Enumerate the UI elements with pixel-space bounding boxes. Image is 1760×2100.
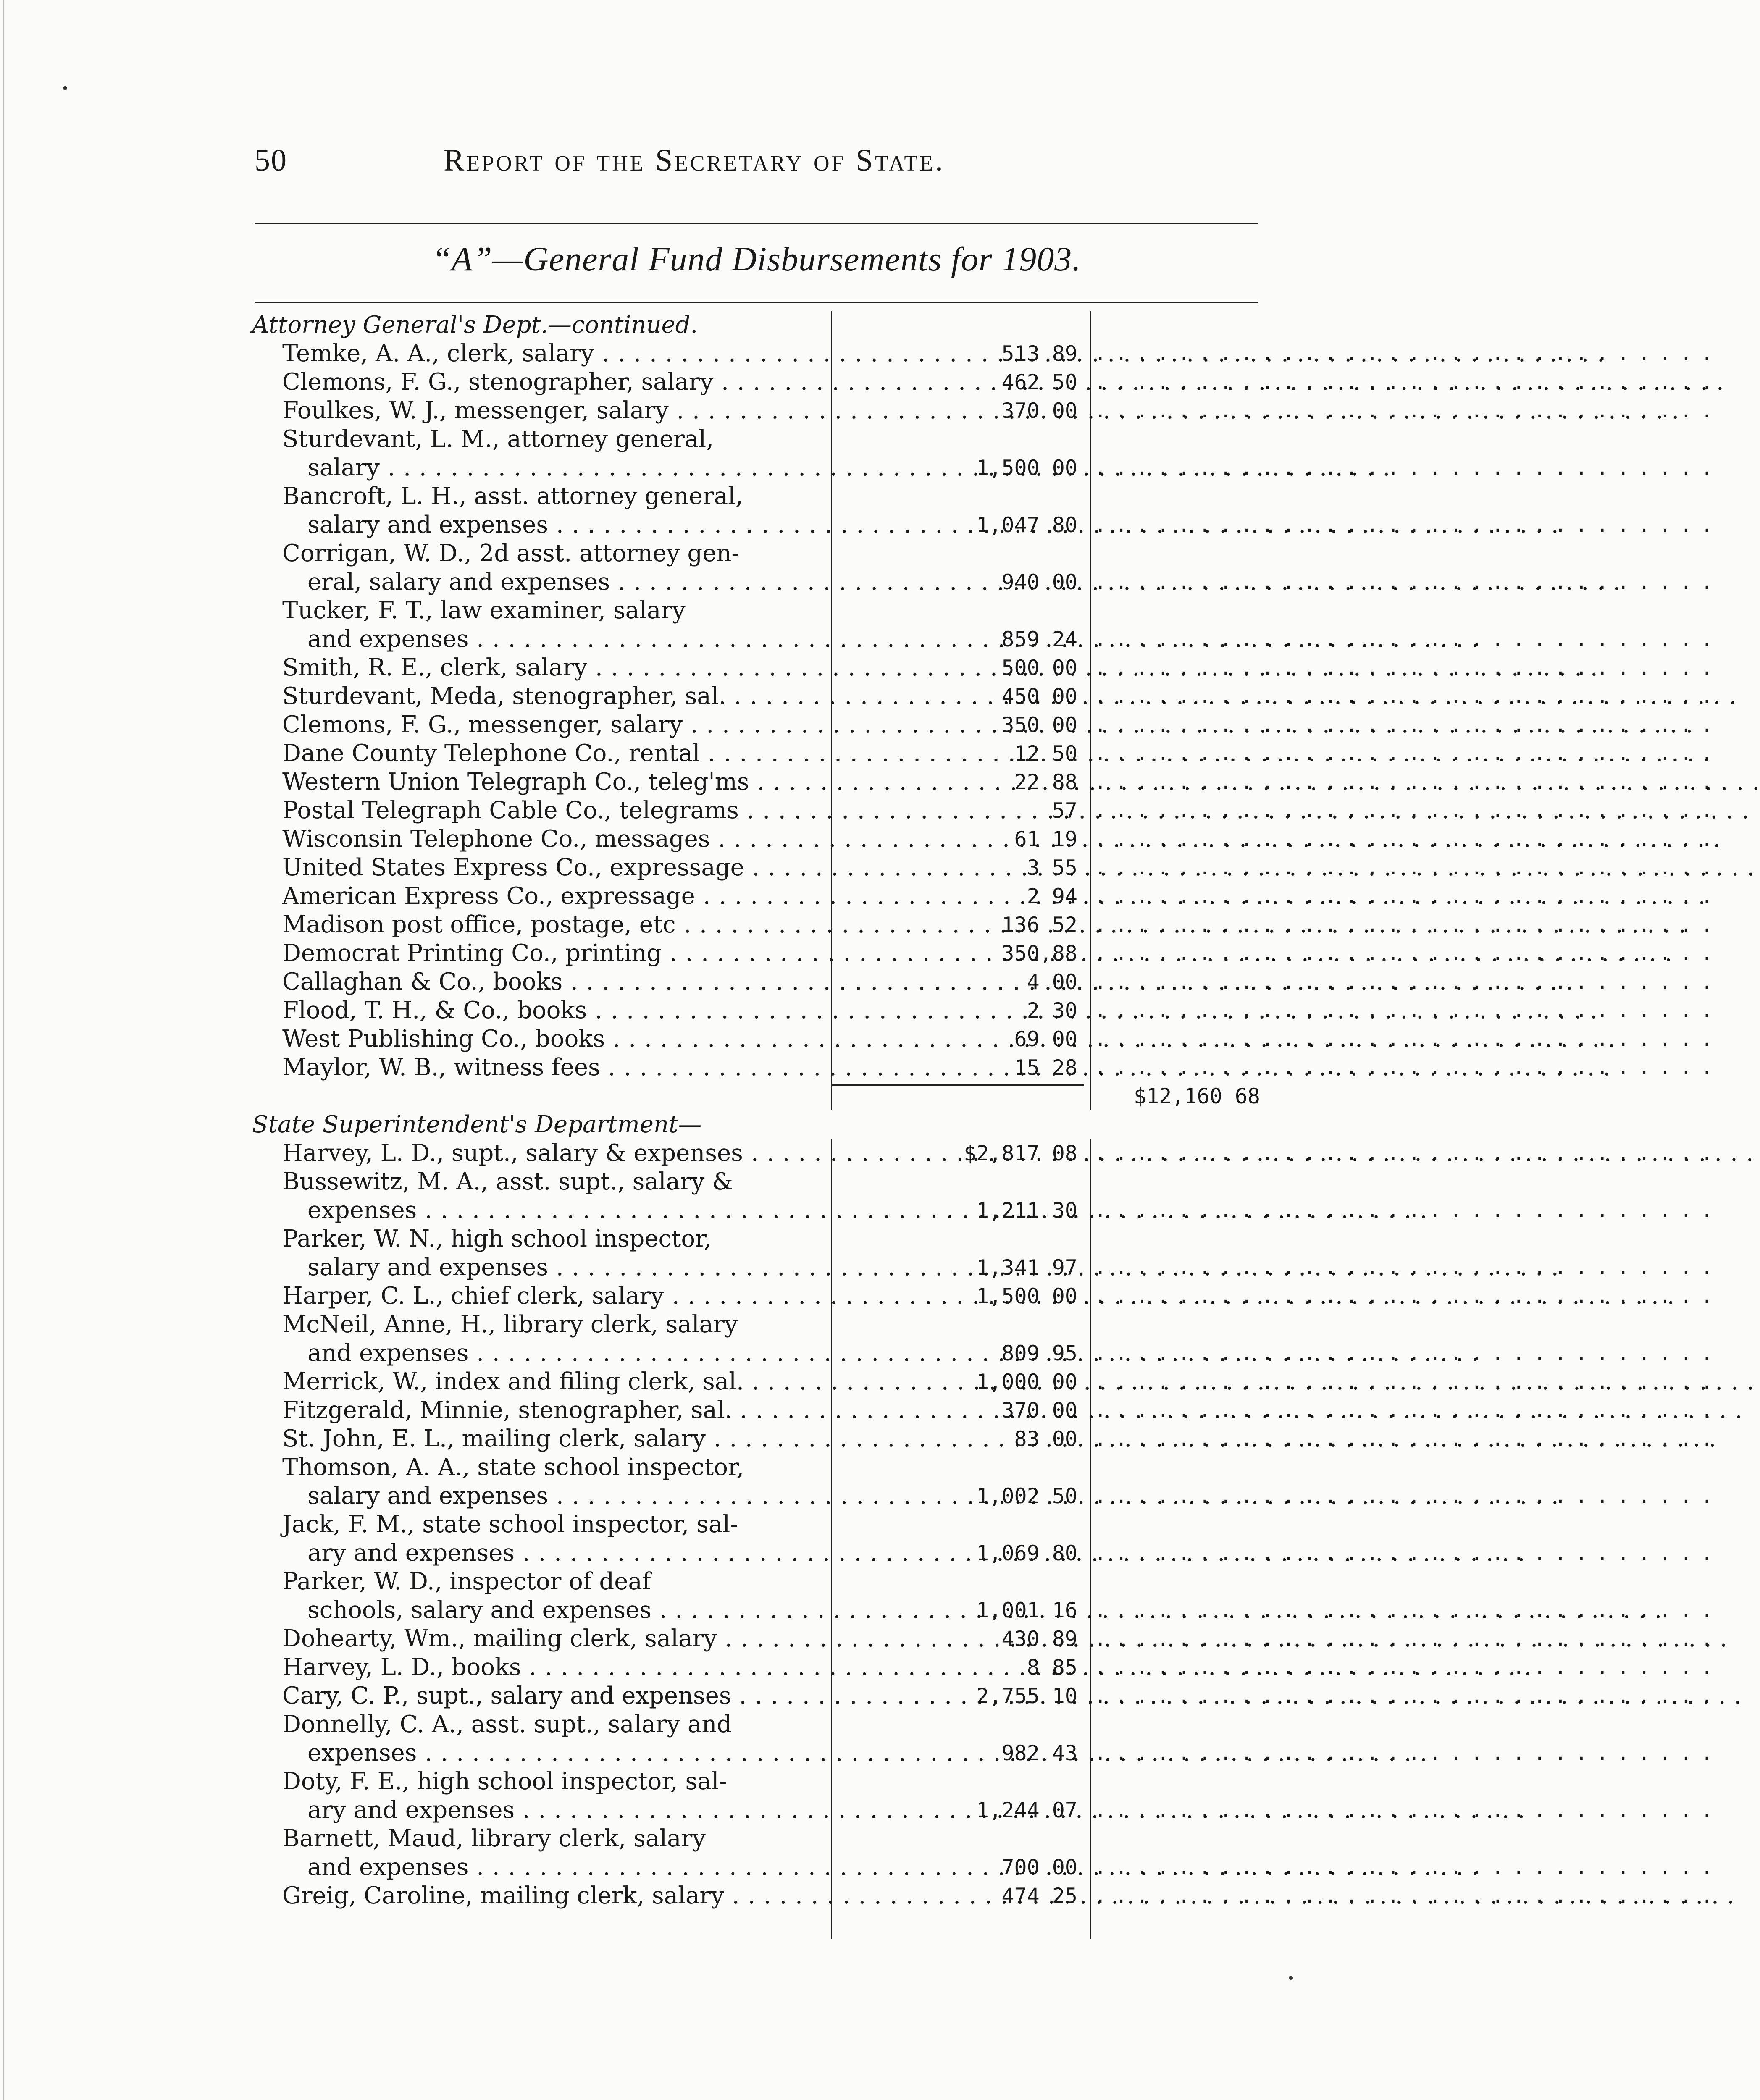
entry-amount: 350 00 xyxy=(1001,713,1077,737)
leader-dots: . . . . . . . . . . . . . . . . . . . . . . . . . . . . . . xyxy=(1094,1856,1712,1879)
column-rule xyxy=(1090,311,1091,1110)
entry-description: Cary, C. P., supt., salary and expenses . . . xyxy=(252,1682,827,1710)
entry-amount: 1,244 07 xyxy=(976,1798,1077,1822)
ledger-line xyxy=(252,625,1712,654)
entry-description: St. John, E. L., mailing clerk, salary . . . xyxy=(252,1425,827,1453)
ledger-line xyxy=(252,1682,1712,1710)
entry-amount: 500 00 xyxy=(1001,656,1077,680)
entry-description: Democrat Printing Co., printing . . . xyxy=(252,939,827,968)
ledger-line xyxy=(252,511,1712,539)
ledger-line xyxy=(252,1567,1260,1596)
ledger-line xyxy=(252,1510,1260,1539)
entry-description-continued: ary and expenses . . . xyxy=(252,1796,827,1824)
ledger-line xyxy=(252,996,1712,1025)
ledger-line xyxy=(252,1853,1712,1882)
leader-dots: . . . . . . . . . . . . . . . . . . . . . . . . . . . . . . xyxy=(1094,456,1712,480)
leader-dots: . . . . . . . . . . . . . . . . . . . . . . . . . . . . . . xyxy=(1094,627,1712,651)
ledger-line xyxy=(252,425,1260,454)
entry-description: Smith, R. E., clerk, salary . . . xyxy=(252,654,827,682)
print-speck xyxy=(63,86,67,90)
entry-description: Barnett, Maud, library clerk, salary xyxy=(282,1825,706,1852)
table-title: “A”—General Fund Disbursements for 1903. xyxy=(432,240,1081,278)
entry-description: Bancroft, L. H., asst. attorney general, xyxy=(282,483,743,510)
entry-amount: 136 52 xyxy=(1001,913,1077,937)
entry-description-continued: salary and expenses . . . xyxy=(252,1253,827,1282)
leader-dots: . . . . . . . . . . . . . . . . . . . . . . . . . . . . . . xyxy=(1094,656,1712,680)
entry-amount: 1,001 16 xyxy=(976,1598,1077,1622)
entry-description: Postal Telegraph Cable Co., telegrams . . . xyxy=(252,796,827,825)
ledger-line xyxy=(252,1139,1712,1168)
entry-description-continued: and expenses . . . xyxy=(252,1339,827,1368)
ledger-line xyxy=(252,1596,1712,1625)
ledger-line xyxy=(252,339,1712,368)
leader-dots: . . . . . . . . . . . . . . . . . . . . . . . . . . . . . . xyxy=(1094,342,1712,365)
entry-description: Sturdevant, L. M., attorney general, xyxy=(282,425,714,453)
entry-amount: 3 55 xyxy=(1027,856,1077,880)
ledger-line xyxy=(252,596,1260,625)
entry-description: Parker, W. D., inspector of deaf xyxy=(282,1568,651,1595)
entry-description: Harvey, L. D., books . . . xyxy=(252,1653,827,1682)
leader-dots: . . . . . . . . . . . . . . . . . . . . . . . . . . . . . . xyxy=(1094,913,1712,937)
entry-description: United States Express Co., expressage . . . xyxy=(252,853,827,882)
leader-dots: . . . . . . . . . . . . . . . . . . . . . . . . . . . . . . xyxy=(1094,1484,1712,1508)
entry-amount: 1,047 80 xyxy=(976,513,1077,537)
ledger-line xyxy=(252,454,1712,482)
entry-amount: 8 85 xyxy=(1027,1655,1077,1680)
section-heading-row xyxy=(252,311,1260,339)
entry-description: Parker, W. N., high school inspector, xyxy=(282,1225,712,1252)
ledger-line xyxy=(252,1767,1260,1796)
entry-description: Corrigan, W. D., 2d asst. attorney gen- xyxy=(282,540,740,567)
entry-description: McNeil, Anne, H., library clerk, salary xyxy=(282,1311,738,1338)
entry-description-continued: salary . . . xyxy=(252,454,827,482)
leader-dots: . . . . . . . . . . . . . . . . . . . . . . . . . . . . . . xyxy=(1094,885,1712,908)
leader-dots: . . . . . . . . . . . . . . . . . . . . . . . . . . . . . . xyxy=(1094,1027,1712,1051)
leader-dots: . . . . . . . . . . . . . . . . . . . . . . . . . . . . . . xyxy=(1094,1284,1712,1308)
ledger-line xyxy=(252,1339,1712,1368)
ledger-line xyxy=(252,1453,1260,1482)
entry-amount: 370 00 xyxy=(1001,399,1077,423)
section-heading-row xyxy=(252,1110,1260,1139)
ledger-line xyxy=(252,711,1712,739)
entry-description: American Express Co., expressage . . . xyxy=(252,882,827,911)
entry-amount: 1,211 30 xyxy=(976,1198,1077,1223)
ledger-line xyxy=(252,1196,1712,1225)
entry-amount: 450 00 xyxy=(1001,684,1077,709)
entry-amount: 1,000 00 xyxy=(976,1370,1077,1394)
ledger-line xyxy=(252,939,1712,968)
entry-amount: 4 00 xyxy=(1027,970,1077,994)
entry-amount: 2 30 xyxy=(1027,998,1077,1023)
entry-description: Fitzgerald, Minnie, stenographer, sal. . . . xyxy=(252,1396,827,1425)
leader-dots: . . . . . . . . . . . . . . . . . . . . . . . . . . . . . . xyxy=(1094,1142,1712,1165)
leader-dots: . . . . . . . . . . . . . . . . . . . . . . . . . . . . . . xyxy=(1094,1399,1712,1422)
running-title: Report of the Secretary of State. xyxy=(444,143,945,178)
entry-description: Donnelly, C. A., asst. supt., salary and xyxy=(282,1711,732,1738)
leader-dots: . . . . . . . . . . . . . . . . . . . . . . . . . . . . . . xyxy=(1094,1427,1712,1451)
leader-dots: . . . . . . . . . . . . . . . . . . . . . . . . . . . . . . xyxy=(1094,1627,1712,1651)
ledger-line xyxy=(252,768,1712,796)
entry-description: Harper, C. L., chief clerk, salary . . . xyxy=(252,1282,827,1310)
leader-dots: . . . . . . . . . . . . . . . . . . . . . . . . . . . . . . xyxy=(1094,1884,1712,1908)
entry-amount: 430 89 xyxy=(1001,1627,1077,1651)
ledger-line xyxy=(252,1710,1260,1739)
entry-amount: 2,755 10 xyxy=(976,1684,1077,1708)
ledger-line xyxy=(252,1396,1712,1425)
entry-description: Dohearty, Wm., mailing clerk, salary . . . xyxy=(252,1625,827,1653)
entry-description: Wisconsin Telephone Co., messages . . . xyxy=(252,825,827,853)
ledger-line xyxy=(252,1168,1260,1196)
entry-description: Maylor, W. B., witness fees . . . xyxy=(252,1053,827,1082)
ledger-line xyxy=(252,1368,1712,1396)
ledger-line xyxy=(252,1539,1712,1567)
disbursement-table xyxy=(252,311,1712,1910)
print-speck xyxy=(1289,1976,1293,1980)
entry-description-continued: expenses . . . xyxy=(252,1196,827,1225)
entry-amount: 859 24 xyxy=(1001,627,1077,651)
entry-amount: 809 95 xyxy=(1001,1341,1077,1365)
entry-description: Dane County Telephone Co., rental . . . xyxy=(252,739,827,768)
entry-description: Clemons, F. G., stenographer, salary . . . xyxy=(252,368,827,396)
column-rule xyxy=(831,311,832,1110)
section-total-row xyxy=(252,1082,1260,1110)
leader-dots: . . . . . . . . . . . . . . . . . . . . . . . . . . . . . . xyxy=(1094,742,1712,765)
entry-description: Bussewitz, M. A., asst. supt., salary & xyxy=(282,1168,733,1195)
page-edge-line xyxy=(3,0,4,2100)
entry-amount: 1,500 00 xyxy=(976,1284,1077,1308)
entry-description: Sturdevant, Meda, stenographer, sal. . . . xyxy=(252,682,827,711)
entry-amount: 1,341 97 xyxy=(976,1255,1077,1280)
ledger-line xyxy=(252,739,1712,768)
leader-dots: . . . . . . . . . . . . . . . . . . . . . . . . . . . . . . xyxy=(1094,1656,1712,1679)
ledger-line xyxy=(252,1882,1712,1910)
entry-description: Madison post office, postage, etc . . . xyxy=(252,911,827,939)
leader-dots: . . . . . . . . . . . . . . . . . . . . . . . . . . . . . . xyxy=(1094,1798,1712,1822)
entry-description: Flood, T. H., & Co., books . . . xyxy=(252,996,827,1025)
entry-amount: 700 00 xyxy=(1001,1855,1077,1880)
entry-description-continued: schools, salary and expenses . . . xyxy=(252,1596,827,1625)
leader-dots: . . . . . . . . . . . . . . . . . . . . . . . . . . . . . . xyxy=(1094,999,1712,1022)
leader-dots: . . . . . . . . . . . . . . . . . . . . . . . . . . . . . . xyxy=(1094,827,1712,851)
leader-dots: . . . . . . . . . . . . . . . . . . . . . . . . . . . . . . xyxy=(1094,1684,1712,1708)
leader-dots: . . . . . . . . . . . . . . . . . . . . . . . . . . . . . . xyxy=(1094,1341,1712,1365)
entry-amount: 982 43 xyxy=(1001,1741,1077,1765)
entry-description: Western Union Telegraph Co., teleg'ms . . . xyxy=(252,768,827,796)
leader-dots: . . . . . . . . . . . . . . . . . . . . . . . . . . . . . . xyxy=(1094,685,1712,708)
ledger-line xyxy=(252,1310,1260,1339)
entry-amount: 350,88 xyxy=(1001,941,1077,966)
leader-dots: . . . . . . . . . . . . . . . . . . . . . . . . . . . . . . xyxy=(1094,1599,1712,1622)
header-rule xyxy=(255,223,1258,224)
ledger-line xyxy=(252,1796,1712,1824)
entry-amount: 2 94 xyxy=(1027,884,1077,908)
ledger-line xyxy=(252,1053,1712,1082)
leader-dots: . . . . . . . . . . . . . . . . . . . . . . . . . . . . . . xyxy=(1094,513,1712,537)
entry-amount: 1,069 80 xyxy=(976,1541,1077,1565)
entry-description: Doty, F. E., high school inspector, sal- xyxy=(282,1768,727,1795)
title-rule xyxy=(255,302,1258,303)
entry-description: Clemons, F. G., messenger, salary . . . xyxy=(252,711,827,739)
ledger-line xyxy=(252,1282,1712,1310)
ledger-line xyxy=(252,1824,1260,1853)
entry-description: Callaghan & Co., books . . . xyxy=(252,968,827,996)
page-number: 50 xyxy=(255,143,287,178)
leader-dots: . . . . . . . . . . . . . . . . . . . . . . . . . . . . . . xyxy=(1094,1541,1712,1565)
ledger-line xyxy=(252,482,1260,511)
ledger-line xyxy=(252,1625,1712,1653)
section-total: $12,160 68 xyxy=(1133,1084,1260,1108)
entry-amount: 1,002 50 xyxy=(976,1484,1077,1508)
entry-amount: 370 00 xyxy=(1001,1398,1077,1423)
entry-description-continued: salary and expenses . . . xyxy=(252,1482,827,1510)
section-heading: Attorney General's Dept.—continued. xyxy=(252,311,698,339)
entry-amount: 22 88 xyxy=(1014,770,1077,794)
entry-description: Merrick, W., index and filing clerk, sal. . . . xyxy=(252,1368,827,1396)
leader-dots: . . . . . . . . . . . . . . . . . . . . . . . . . . . . . . xyxy=(1094,713,1712,737)
leader-dots: . . . . . . . . . . . . . . . . . . . . . . . . . . . . . . xyxy=(1094,970,1712,994)
ledger-line xyxy=(252,1253,1712,1282)
entry-amount: 61 19 xyxy=(1014,827,1077,851)
ledger-line xyxy=(252,825,1712,853)
column-rule xyxy=(1090,1139,1091,1939)
entry-description: Harvey, L. D., supt., salary & expenses . . . xyxy=(252,1139,827,1168)
ledger-line xyxy=(252,539,1260,568)
ledger-line xyxy=(252,654,1712,682)
leader-dots: . . . . . . . . . . . . . . . . . . . . . . . . . . . . . . xyxy=(1094,1741,1712,1765)
leader-dots: . . . . . . . . . . . . . . . . . . . . . . . . . . . . . . xyxy=(1094,370,1712,394)
leader-dots: . . . . . . . . . . . . . . . . . . . . . . . . . . . . . . xyxy=(1094,799,1712,822)
entry-amount: 83 00 xyxy=(1014,1427,1077,1451)
entry-amount: 12 50 xyxy=(1014,741,1077,766)
ledger-line xyxy=(252,911,1712,939)
ledger-line xyxy=(252,1653,1712,1682)
entry-description: Thomson, A. A., state school inspector, xyxy=(282,1454,744,1481)
ledger-line xyxy=(252,796,1712,825)
entry-amount: 57 xyxy=(1052,798,1077,823)
entry-description-continued: salary and expenses . . . xyxy=(252,511,827,539)
ledger-line xyxy=(252,1739,1712,1767)
leader-dots: . . . . . . . . . . . . . . . . . . . . . . . . . . . . . . xyxy=(1094,570,1712,594)
entry-description-continued: ary and expenses . . . xyxy=(252,1539,827,1567)
entry-amount: 462 50 xyxy=(1001,370,1077,394)
leader-dots: . . . . . . . . . . . . . . . . . . . . . . . . . . . . . . xyxy=(1094,770,1712,794)
ledger-line xyxy=(252,368,1712,396)
entry-description: Tucker, F. T., law examiner, salary xyxy=(282,597,686,624)
entry-description: Temke, A. A., clerk, salary . . . xyxy=(252,339,827,368)
leader-dots: . . . . . . . . . . . . . . . . . . . . . . . . . . . . . . xyxy=(1094,1256,1712,1279)
ledger-line xyxy=(252,682,1712,711)
ledger-line xyxy=(252,1482,1712,1510)
entry-description: Greig, Caroline, mailing clerk, salary . . . xyxy=(252,1882,827,1910)
entry-amount: 513 89 xyxy=(1001,341,1077,366)
ledger-line xyxy=(252,1025,1712,1053)
entry-amount: 474 25 xyxy=(1001,1884,1077,1908)
entry-amount: $2,817 08 xyxy=(964,1141,1077,1166)
ledger-line xyxy=(252,1425,1712,1453)
entry-amount: 69 00 xyxy=(1014,1027,1077,1051)
ledger-line xyxy=(252,568,1712,596)
leader-dots: . . . . . . . . . . . . . . . . . . . . . . . . . . . . . . xyxy=(1094,1199,1712,1222)
ledger-line xyxy=(252,396,1712,425)
ledger-line xyxy=(252,882,1712,911)
leader-dots: . . . . . . . . . . . . . . . . . . . . . . . . . . . . . . xyxy=(1094,1370,1712,1394)
entry-description-continued: expenses . . . xyxy=(252,1739,827,1767)
entry-description: West Publishing Co., books . . . xyxy=(252,1025,827,1053)
leader-dots: . . . . . . . . . . . . . . . . . . . . . . . . . . . . . . xyxy=(1094,399,1712,423)
leader-dots: . . . . . . . . . . . . . . . . . . . . . . . . . . . . . . xyxy=(1094,856,1712,879)
entry-amount: 940 00 xyxy=(1001,570,1077,594)
entry-description-continued: eral, salary and expenses . . . xyxy=(252,568,827,596)
leader-dots: . . . . . . . . . . . . . . . . . . . . . . . . . . . . . . xyxy=(1094,1056,1712,1079)
column-rule xyxy=(831,1139,832,1939)
ledger-line xyxy=(252,968,1712,996)
entry-description: Jack, F. M., state school inspector, sal- xyxy=(282,1511,738,1538)
sum-rule xyxy=(832,1084,1084,1086)
ledger-line xyxy=(252,853,1712,882)
entry-amount: 1,500 00 xyxy=(976,456,1077,480)
ledger-line xyxy=(252,1225,1260,1253)
entry-amount: 15 28 xyxy=(1014,1055,1077,1080)
entry-description-continued: and expenses . . . xyxy=(252,625,827,654)
entry-description: Foulkes, W. J., messenger, salary . . . xyxy=(252,396,827,425)
section-heading: State Superintendent's Department— xyxy=(252,1111,702,1138)
entry-description-continued: and expenses . . . xyxy=(252,1853,827,1882)
leader-dots: . . . . . . . . . . . . . . . . . . . . . . . . . . . . . . xyxy=(1094,942,1712,965)
